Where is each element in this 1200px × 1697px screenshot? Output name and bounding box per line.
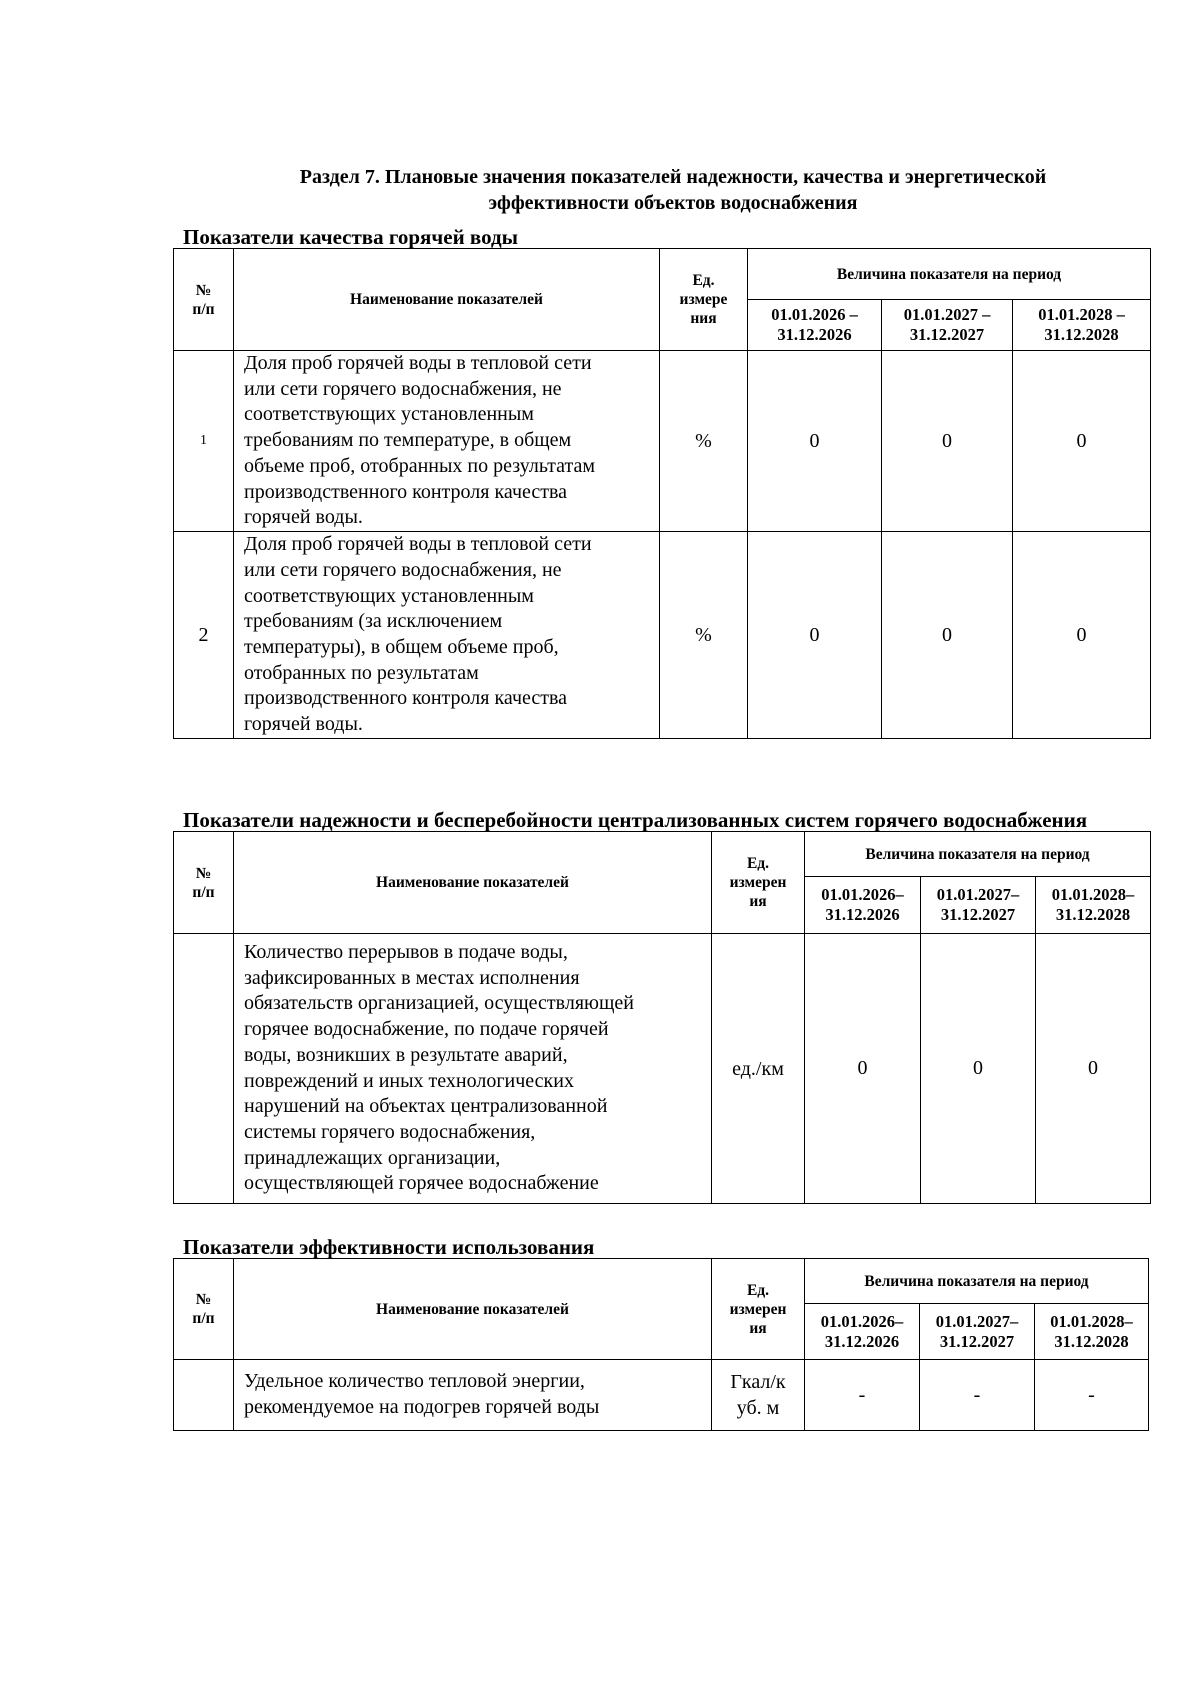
indicator-name: Количество перерывов в подаче воды, зафиксированных в местах исполнения обязательств организацией, осуществляющей горячее водоснабжение, по подаче горячей воды, возникших в результате аварий, повреждений и иных технологических нарушений на объектах централизованной системы горячего водоснабжения, принадлежащих организации, осуществляющей горячее водоснабжение: [234, 934, 712, 1204]
section-heading-quality: Показатели качества горячей воды: [183, 225, 519, 249]
unit-header: Ед. измерен ия: [712, 1259, 805, 1360]
name-header: Наименование показателей: [234, 1259, 712, 1360]
document-title-line-2: эффективности объектов водоснабжения: [488, 192, 858, 214]
value-cell: 0: [882, 532, 1013, 739]
reliability-indicators-table: [173, 831, 1151, 1204]
value-period-header: Величина показателя на период: [805, 832, 1151, 877]
table-row: [174, 934, 1151, 1204]
row-number: [174, 1360, 234, 1431]
row-number: 1: [174, 351, 234, 532]
value-cell: 0: [921, 934, 1036, 1204]
name-header: Наименование показателей: [234, 832, 712, 934]
num-header: № п/п: [174, 249, 234, 351]
unit-header: Ед. измере ния: [660, 249, 748, 351]
value-period-header: Величина показателя на период: [805, 1259, 1149, 1304]
period-header: 01.01.2027– 31.12.2027: [920, 1304, 1035, 1360]
document-title-line-1: Раздел 7. Плановые значения показателей надежности, качества и энергетической: [299, 166, 1047, 188]
table-row: [174, 1360, 1149, 1431]
num-header: № п/п: [174, 832, 234, 934]
row-number: [174, 934, 234, 1204]
value-cell: 0: [1013, 351, 1151, 532]
value-cell: 0: [805, 934, 921, 1204]
period-header: 01.01.2027 – 31.12.2027: [882, 300, 1013, 351]
table-header-row: [174, 1259, 1149, 1304]
table-header-row: [174, 832, 1151, 877]
indicator-name: Удельное количество тепловой энергии, рекомендуемое на подогрев горячей воды: [234, 1360, 712, 1431]
value-cell: -: [805, 1360, 920, 1431]
table-row: [174, 351, 1151, 532]
unit-cell: %: [660, 532, 748, 739]
table-header-row: [174, 249, 1151, 300]
efficiency-indicators-table: [173, 1258, 1149, 1431]
value-period-header: Величина показателя на период: [748, 249, 1151, 300]
unit-cell: %: [660, 351, 748, 532]
quality-indicators-table: [173, 248, 1151, 739]
indicator-name: Доля проб горячей воды в тепловой сети или сети горячего водоснабжения, не соответствующих установленным требованиям (за исключением температуры), в общем объеме проб, отобранных по результатам производственного контроля качества горячей воды.: [234, 532, 660, 739]
section-heading-efficiency: Показатели эффективности использования: [183, 1235, 595, 1259]
num-header: № п/п: [174, 1259, 234, 1360]
period-header: 01.01.2026– 31.12.2026: [805, 877, 921, 934]
unit-header: Ед. измерен ия: [712, 832, 805, 934]
unit-cell: Гкал/к уб. м: [712, 1360, 805, 1431]
document-title: [170, 164, 1176, 216]
value-cell: 0: [1013, 532, 1151, 739]
value-cell: -: [1035, 1360, 1149, 1431]
period-header: 01.01.2028 – 31.12.2028: [1013, 300, 1151, 351]
period-header: 01.01.2028– 31.12.2028: [1036, 877, 1151, 934]
value-cell: 0: [1036, 934, 1151, 1204]
period-header: 01.01.2028– 31.12.2028: [1035, 1304, 1149, 1360]
indicator-name: Доля проб горячей воды в тепловой сети или сети горячего водоснабжения, не соответствующих установленным требованиям по температуре, в общем объеме проб, отобранных по результатам производственного контроля качества горячей воды.: [234, 351, 660, 532]
table-row: [174, 532, 1151, 739]
value-cell: 0: [748, 532, 882, 739]
period-header: 01.01.2026 – 31.12.2026: [748, 300, 882, 351]
value-cell: -: [920, 1360, 1035, 1431]
row-number: 2: [174, 532, 234, 739]
period-header: 01.01.2026– 31.12.2026: [805, 1304, 920, 1360]
section-heading-reliability: Показатели надежности и бесперебойности централизованных систем горячего водоснабжения: [183, 808, 1088, 832]
unit-cell: ед./км: [712, 934, 805, 1204]
name-header: Наименование показателей: [234, 249, 660, 351]
value-cell: 0: [882, 351, 1013, 532]
value-cell: 0: [748, 351, 882, 532]
period-header: 01.01.2027– 31.12.2027: [921, 877, 1036, 934]
